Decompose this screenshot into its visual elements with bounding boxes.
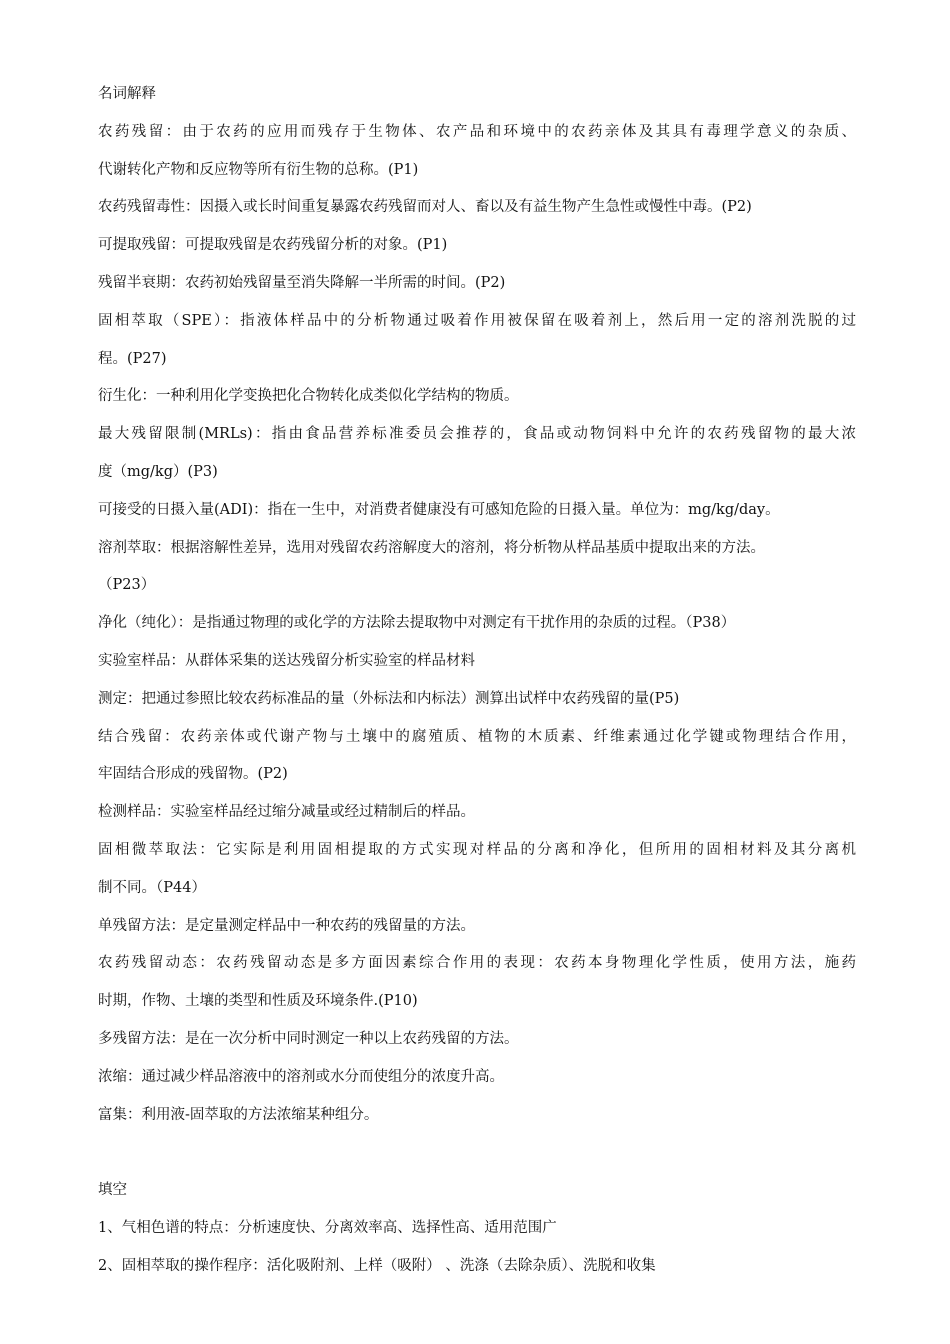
text-line: 检测样品：实验室样品经过缩分减量或经过精制后的样品。 bbox=[98, 804, 475, 821]
document-page bbox=[98, 76, 856, 1286]
list-item: 2、固相萃取的操作程序：活化吸附剂、上样（吸附） 、洗涤（去除杂质）、洗脱和收集 bbox=[98, 1257, 656, 1274]
text-line: 单残留方法：是定量测定样品中一种农药的残留量的方法。 bbox=[98, 917, 475, 934]
text-line: 衍生化：一种利用化学变换把化合物转化成类似化学结构的物质。 bbox=[98, 388, 519, 405]
text-line: 农药残留动态：农药残留动态是多方面因素综合作用的表现：农药本身物理化学性质，使用方法，施药 bbox=[98, 955, 856, 972]
text-line: 固相萃取（SPE）：指液体样品中的分析物通过吸着作用被保留在吸着剂上，然后用一定的溶剂洗脱的过 bbox=[98, 312, 856, 329]
text-line: 农药残留毒性：因摄入或长时间重复暴露农药残留而对人、畜以及有益生物产生急性或慢性中毒。(P2) bbox=[98, 199, 752, 216]
text-line: 最大残留限制(MRLs)：指由食品营养标准委员会推荐的，食品或动物饲料中允许的农药残留物的最大浓 bbox=[98, 426, 856, 443]
text-line: （P23） bbox=[98, 577, 156, 594]
text-line: 残留半衰期：农药初始残留量至消失降解一半所需的时间。(P2) bbox=[98, 274, 506, 291]
text-line: 可接受的日摄入量(ADI)：指在一生中，对消费者健康没有可感知危险的日摄入量。单位为：mg/kg/day。 bbox=[98, 501, 780, 518]
text-line: 度（mg/kg）(P3) bbox=[98, 463, 218, 480]
text-line: 结合残留：农药亲体或代谢产物与土壤中的腐殖质、植物的木质素、纤维素通过化学键或物理结合作用， bbox=[98, 728, 856, 745]
text-line: 溶剂萃取：根据溶解性差异，选用对残留农药溶解度大的溶剂，将分析物从样品基质中提取出来的方法。 bbox=[98, 539, 765, 556]
text-line: 实验室样品：从群体采集的送达残留分析实验室的样品材料 bbox=[98, 652, 475, 669]
text-line: 时期，作物、土壤的类型和性质及环境条件.(P10) bbox=[98, 993, 418, 1010]
section-title-glossary: 名词解释 bbox=[98, 86, 156, 102]
text-line: 程。(P27) bbox=[98, 350, 167, 367]
text-line: 浓缩：通过减少样品溶液中的溶剂或水分而使组分的浓度升高。 bbox=[98, 1068, 504, 1085]
text-line: 代谢转化产物和反应物等所有衍生物的总称。(P1) bbox=[98, 161, 419, 178]
text-line: 制不同。（P44） bbox=[98, 879, 206, 896]
text-line: 净化（纯化）：是指通过物理的或化学的方法除去提取物中对测定有干扰作用的杂质的过程。（P38） bbox=[98, 615, 736, 632]
text-line: 富集：利用液-固萃取的方法浓缩某种组分。 bbox=[98, 1106, 379, 1123]
text-line: 固相微萃取法：它实际是利用固相提取的方式实现对样品的分离和净化，但所用的固相材料及其分离机 bbox=[98, 841, 856, 858]
text-line: 测定：把通过参照比较农药标准品的量（外标法和内标法）测算出试样中农药残留的量(P5) bbox=[98, 690, 680, 707]
text-line: 多残留方法：是在一次分析中同时测定一种以上农药残留的方法。 bbox=[98, 1030, 519, 1047]
list-item: 1、气相色谱的特点：分析速度快、分离效率高、选择性高、适用范围广 bbox=[98, 1219, 557, 1236]
text-line: 牢固结合形成的残留物。(P2) bbox=[98, 766, 288, 783]
text-line: 农药残留：由于农药的应用而残存于生物体、农产品和环境中的农药亲体及其具有毒理学意义的杂质、 bbox=[98, 123, 856, 140]
section-title-fill-in: 填空 bbox=[98, 1182, 127, 1199]
section-spacer bbox=[98, 1134, 856, 1172]
text-line: 可提取残留：可提取残留是农药残留分析的对象。(P1) bbox=[98, 237, 448, 254]
